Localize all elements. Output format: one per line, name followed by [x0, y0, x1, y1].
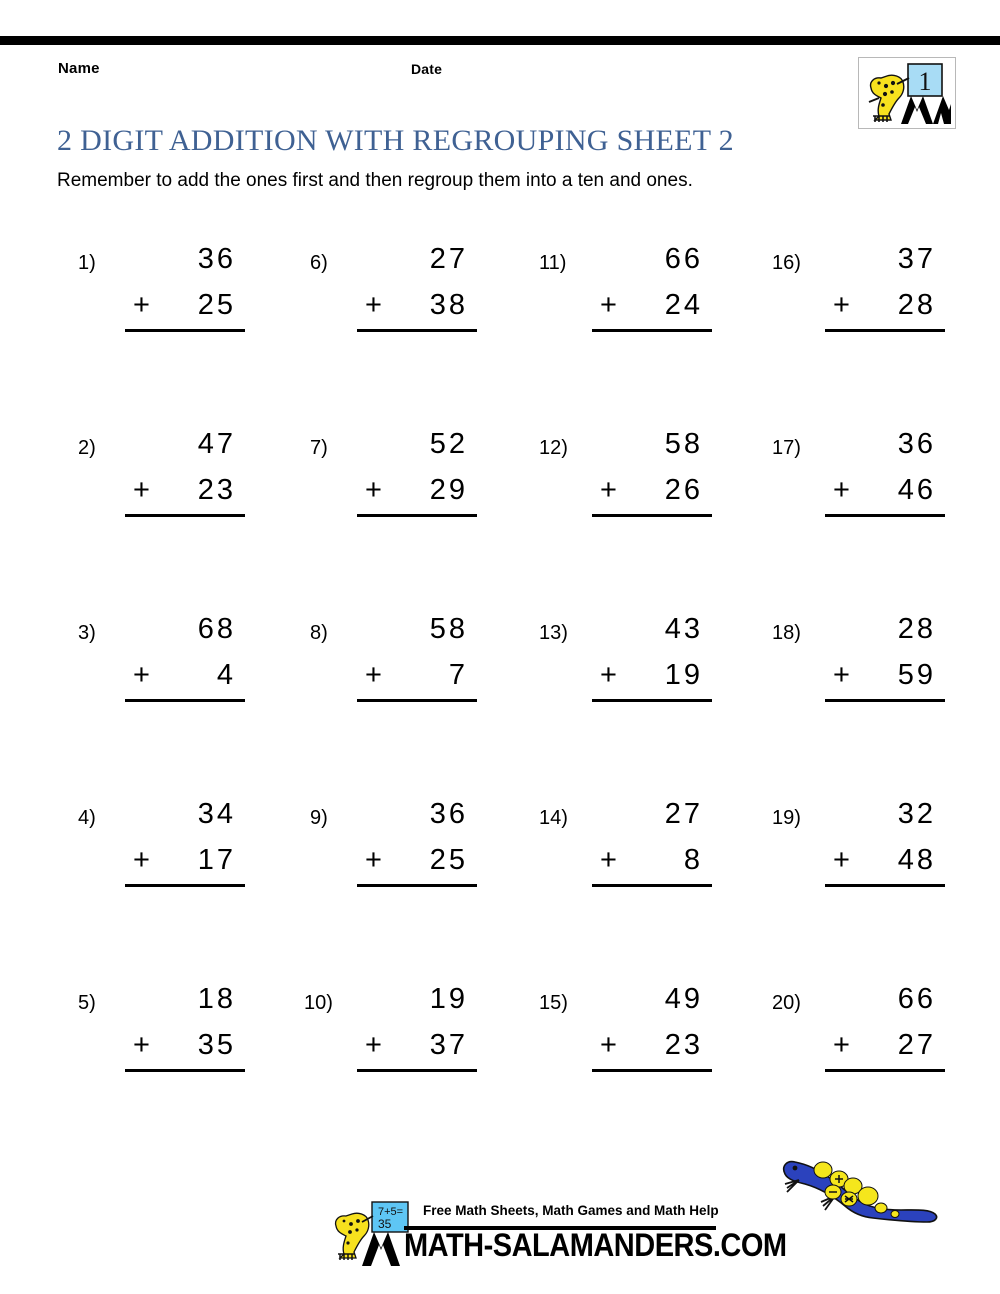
addend-bottom-value: 35 [197, 1029, 236, 1061]
addend-bottom-value: 26 [664, 474, 703, 506]
answer-line [592, 1069, 712, 1072]
addend-top: 18 [197, 983, 236, 1015]
salamander-writing-number-logo [859, 58, 955, 128]
addend-bottom-value: 38 [429, 289, 468, 321]
problem-15 [527, 976, 757, 1086]
answer-line [592, 884, 712, 887]
addition-stack [592, 976, 712, 1072]
header-logo-box [858, 57, 956, 129]
addend-bottom [357, 282, 477, 328]
problem-number: 9) [310, 807, 328, 829]
answer-line [825, 699, 945, 702]
addend-bottom-value: 23 [197, 474, 236, 506]
addend-bottom [592, 467, 712, 513]
plus-operator-icon: + [133, 659, 153, 691]
plus-operator-icon: + [600, 289, 620, 321]
addend-bottom-value: 24 [664, 289, 703, 321]
addend-bottom [825, 837, 945, 883]
addend-bottom [357, 837, 477, 883]
addend-bottom [592, 282, 712, 328]
problem-7 [292, 421, 522, 531]
page-title: 2 DIGIT ADDITION WITH REGROUPING SHEET 2 [57, 124, 734, 157]
addend-bottom [357, 467, 477, 513]
answer-line [125, 514, 245, 517]
addition-stack [357, 236, 477, 332]
plus-operator-icon: + [600, 474, 620, 506]
answer-line [357, 1069, 477, 1072]
plus-operator-icon: + [833, 844, 853, 876]
addend-bottom [592, 1022, 712, 1068]
addend-bottom [125, 467, 245, 513]
plus-operator-icon: + [600, 659, 620, 691]
header-logo-badge-number: 1 [918, 67, 932, 96]
answer-line [125, 1069, 245, 1072]
footer-tagline: Free Math Sheets, Math Games and Math Help [423, 1203, 719, 1218]
problem-number: 1) [78, 252, 96, 274]
instruction-text: Remember to add the ones first and then regroup them into a ten and ones. [57, 170, 693, 191]
header-divider-rule [0, 36, 1000, 45]
name-label: Name [58, 60, 100, 77]
answer-line [592, 329, 712, 332]
problem-number: 11) [539, 252, 567, 274]
problem-2 [60, 421, 290, 531]
problem-number: 16) [772, 252, 801, 274]
addition-stack [592, 236, 712, 332]
problem-1 [60, 236, 290, 346]
problem-row [0, 606, 1000, 791]
addend-bottom-value: 46 [897, 474, 936, 506]
addend-top: 68 [197, 613, 236, 645]
footer-logo [326, 1198, 787, 1268]
plus-operator-icon: + [600, 1029, 620, 1061]
addend-bottom-value: 8 [683, 844, 703, 876]
problem-18 [760, 606, 990, 716]
problem-6 [292, 236, 522, 346]
answer-line [357, 699, 477, 702]
plus-operator-icon: + [833, 659, 853, 691]
plus-operator-icon: + [365, 289, 385, 321]
addition-stack [125, 791, 245, 887]
problem-number: 12) [539, 437, 568, 459]
addend-bottom [357, 1022, 477, 1068]
addend-bottom [357, 652, 477, 698]
problem-number: 18) [772, 622, 801, 644]
answer-line [357, 514, 477, 517]
problem-13 [527, 606, 757, 716]
addition-stack [592, 791, 712, 887]
problem-number: 2) [78, 437, 96, 459]
plus-operator-icon: + [833, 1029, 853, 1061]
addend-top: 49 [664, 983, 703, 1015]
addition-stack [825, 421, 945, 517]
plus-operator-icon: + [133, 1029, 153, 1061]
problem-12 [527, 421, 757, 531]
problem-number: 8) [310, 622, 328, 644]
plus-operator-icon: + [833, 474, 853, 506]
problem-4 [60, 791, 290, 901]
answer-line [357, 884, 477, 887]
plus-operator-icon: + [133, 474, 153, 506]
addition-stack [357, 421, 477, 517]
problem-number: 15) [539, 992, 568, 1014]
plus-operator-icon: + [365, 474, 385, 506]
addend-top: 66 [664, 243, 703, 275]
problem-grid [0, 236, 1000, 1161]
addend-top: 28 [897, 613, 936, 645]
footer-logo-board-top: 7+5= [378, 1206, 404, 1218]
plus-operator-icon: + [133, 289, 153, 321]
addend-bottom [125, 652, 245, 698]
answer-line [125, 329, 245, 332]
problem-9 [292, 791, 522, 901]
addend-top: 66 [897, 983, 936, 1015]
problem-number: 7) [310, 437, 328, 459]
problem-number: 20) [772, 992, 801, 1014]
problem-number: 5) [78, 992, 96, 1014]
problem-20 [760, 976, 990, 1086]
addition-stack [825, 236, 945, 332]
addition-stack [357, 791, 477, 887]
problem-19 [760, 791, 990, 901]
addition-stack [592, 421, 712, 517]
addend-top: 27 [429, 243, 468, 275]
problem-17 [760, 421, 990, 531]
plus-operator-icon: + [133, 844, 153, 876]
addend-bottom-value: 19 [664, 659, 703, 691]
blue-spotted-salamander-decoration [775, 1134, 945, 1234]
addend-top: 47 [197, 428, 236, 460]
footer-logo-board-bottom: 35 [378, 1217, 392, 1231]
addend-bottom-value: 37 [429, 1029, 468, 1061]
problem-11 [527, 236, 757, 346]
addend-top: 36 [897, 428, 936, 460]
problem-14 [527, 791, 757, 901]
problem-number: 6) [310, 252, 328, 274]
problem-row [0, 421, 1000, 606]
addend-top: 58 [429, 613, 468, 645]
answer-line [357, 329, 477, 332]
addend-bottom-value: 23 [664, 1029, 703, 1061]
addend-top: 58 [664, 428, 703, 460]
plus-operator-icon: + [833, 289, 853, 321]
answer-line [125, 699, 245, 702]
plus-operator-icon: + [365, 659, 385, 691]
addend-bottom-value: 7 [448, 659, 468, 691]
problem-row [0, 236, 1000, 421]
addend-bottom-value: 27 [897, 1029, 936, 1061]
problem-8 [292, 606, 522, 716]
addend-top: 37 [897, 243, 936, 275]
addend-top: 52 [429, 428, 468, 460]
addend-bottom-value: 48 [897, 844, 936, 876]
addend-top: 32 [897, 798, 936, 830]
answer-line [825, 514, 945, 517]
blue-spotted-salamander-icon [775, 1134, 945, 1234]
answer-line [825, 1069, 945, 1072]
addend-bottom [125, 282, 245, 328]
addition-stack [825, 791, 945, 887]
addend-top: 36 [197, 243, 236, 275]
addition-stack [825, 606, 945, 702]
problem-number: 17) [772, 437, 801, 459]
problem-number: 10) [304, 992, 333, 1014]
addend-bottom-value: 4 [216, 659, 236, 691]
addend-bottom-value: 25 [429, 844, 468, 876]
addition-stack [125, 606, 245, 702]
addend-top: 27 [664, 798, 703, 830]
answer-line [825, 329, 945, 332]
problem-3 [60, 606, 290, 716]
addend-bottom [592, 652, 712, 698]
addition-stack [357, 606, 477, 702]
addend-top: 36 [429, 798, 468, 830]
addition-stack [125, 236, 245, 332]
answer-line [125, 884, 245, 887]
addition-stack [592, 606, 712, 702]
problem-number: 13) [539, 622, 568, 644]
addend-bottom-value: 28 [897, 289, 936, 321]
plus-operator-icon: + [365, 1029, 385, 1061]
plus-operator-icon: + [365, 844, 385, 876]
answer-line [592, 699, 712, 702]
addend-bottom [592, 837, 712, 883]
footer-domain-text: MATH-SALAMANDERS.COM [404, 1228, 787, 1264]
addition-stack [125, 421, 245, 517]
problem-number: 4) [78, 807, 96, 829]
addend-bottom-value: 59 [897, 659, 936, 691]
problem-row [0, 791, 1000, 976]
addend-bottom [825, 1022, 945, 1068]
date-label: Date [411, 61, 443, 77]
problem-10 [292, 976, 522, 1086]
addend-bottom [825, 467, 945, 513]
addend-bottom [125, 837, 245, 883]
addend-bottom-value: 17 [197, 844, 236, 876]
plus-operator-icon: + [600, 844, 620, 876]
problem-5 [60, 976, 290, 1086]
addend-bottom [825, 282, 945, 328]
problem-number: 14) [539, 807, 568, 829]
addition-stack [825, 976, 945, 1072]
addend-top: 19 [429, 983, 468, 1015]
addend-top: 43 [664, 613, 703, 645]
addend-bottom [825, 652, 945, 698]
problem-number: 19) [772, 807, 801, 829]
answer-line [592, 514, 712, 517]
problem-16 [760, 236, 990, 346]
addend-bottom [125, 1022, 245, 1068]
answer-line [825, 884, 945, 887]
addend-top: 34 [197, 798, 236, 830]
addition-stack [125, 976, 245, 1072]
addend-bottom-value: 25 [197, 289, 236, 321]
problem-number: 3) [78, 622, 96, 644]
addend-bottom-value: 29 [429, 474, 468, 506]
addition-stack [357, 976, 477, 1072]
